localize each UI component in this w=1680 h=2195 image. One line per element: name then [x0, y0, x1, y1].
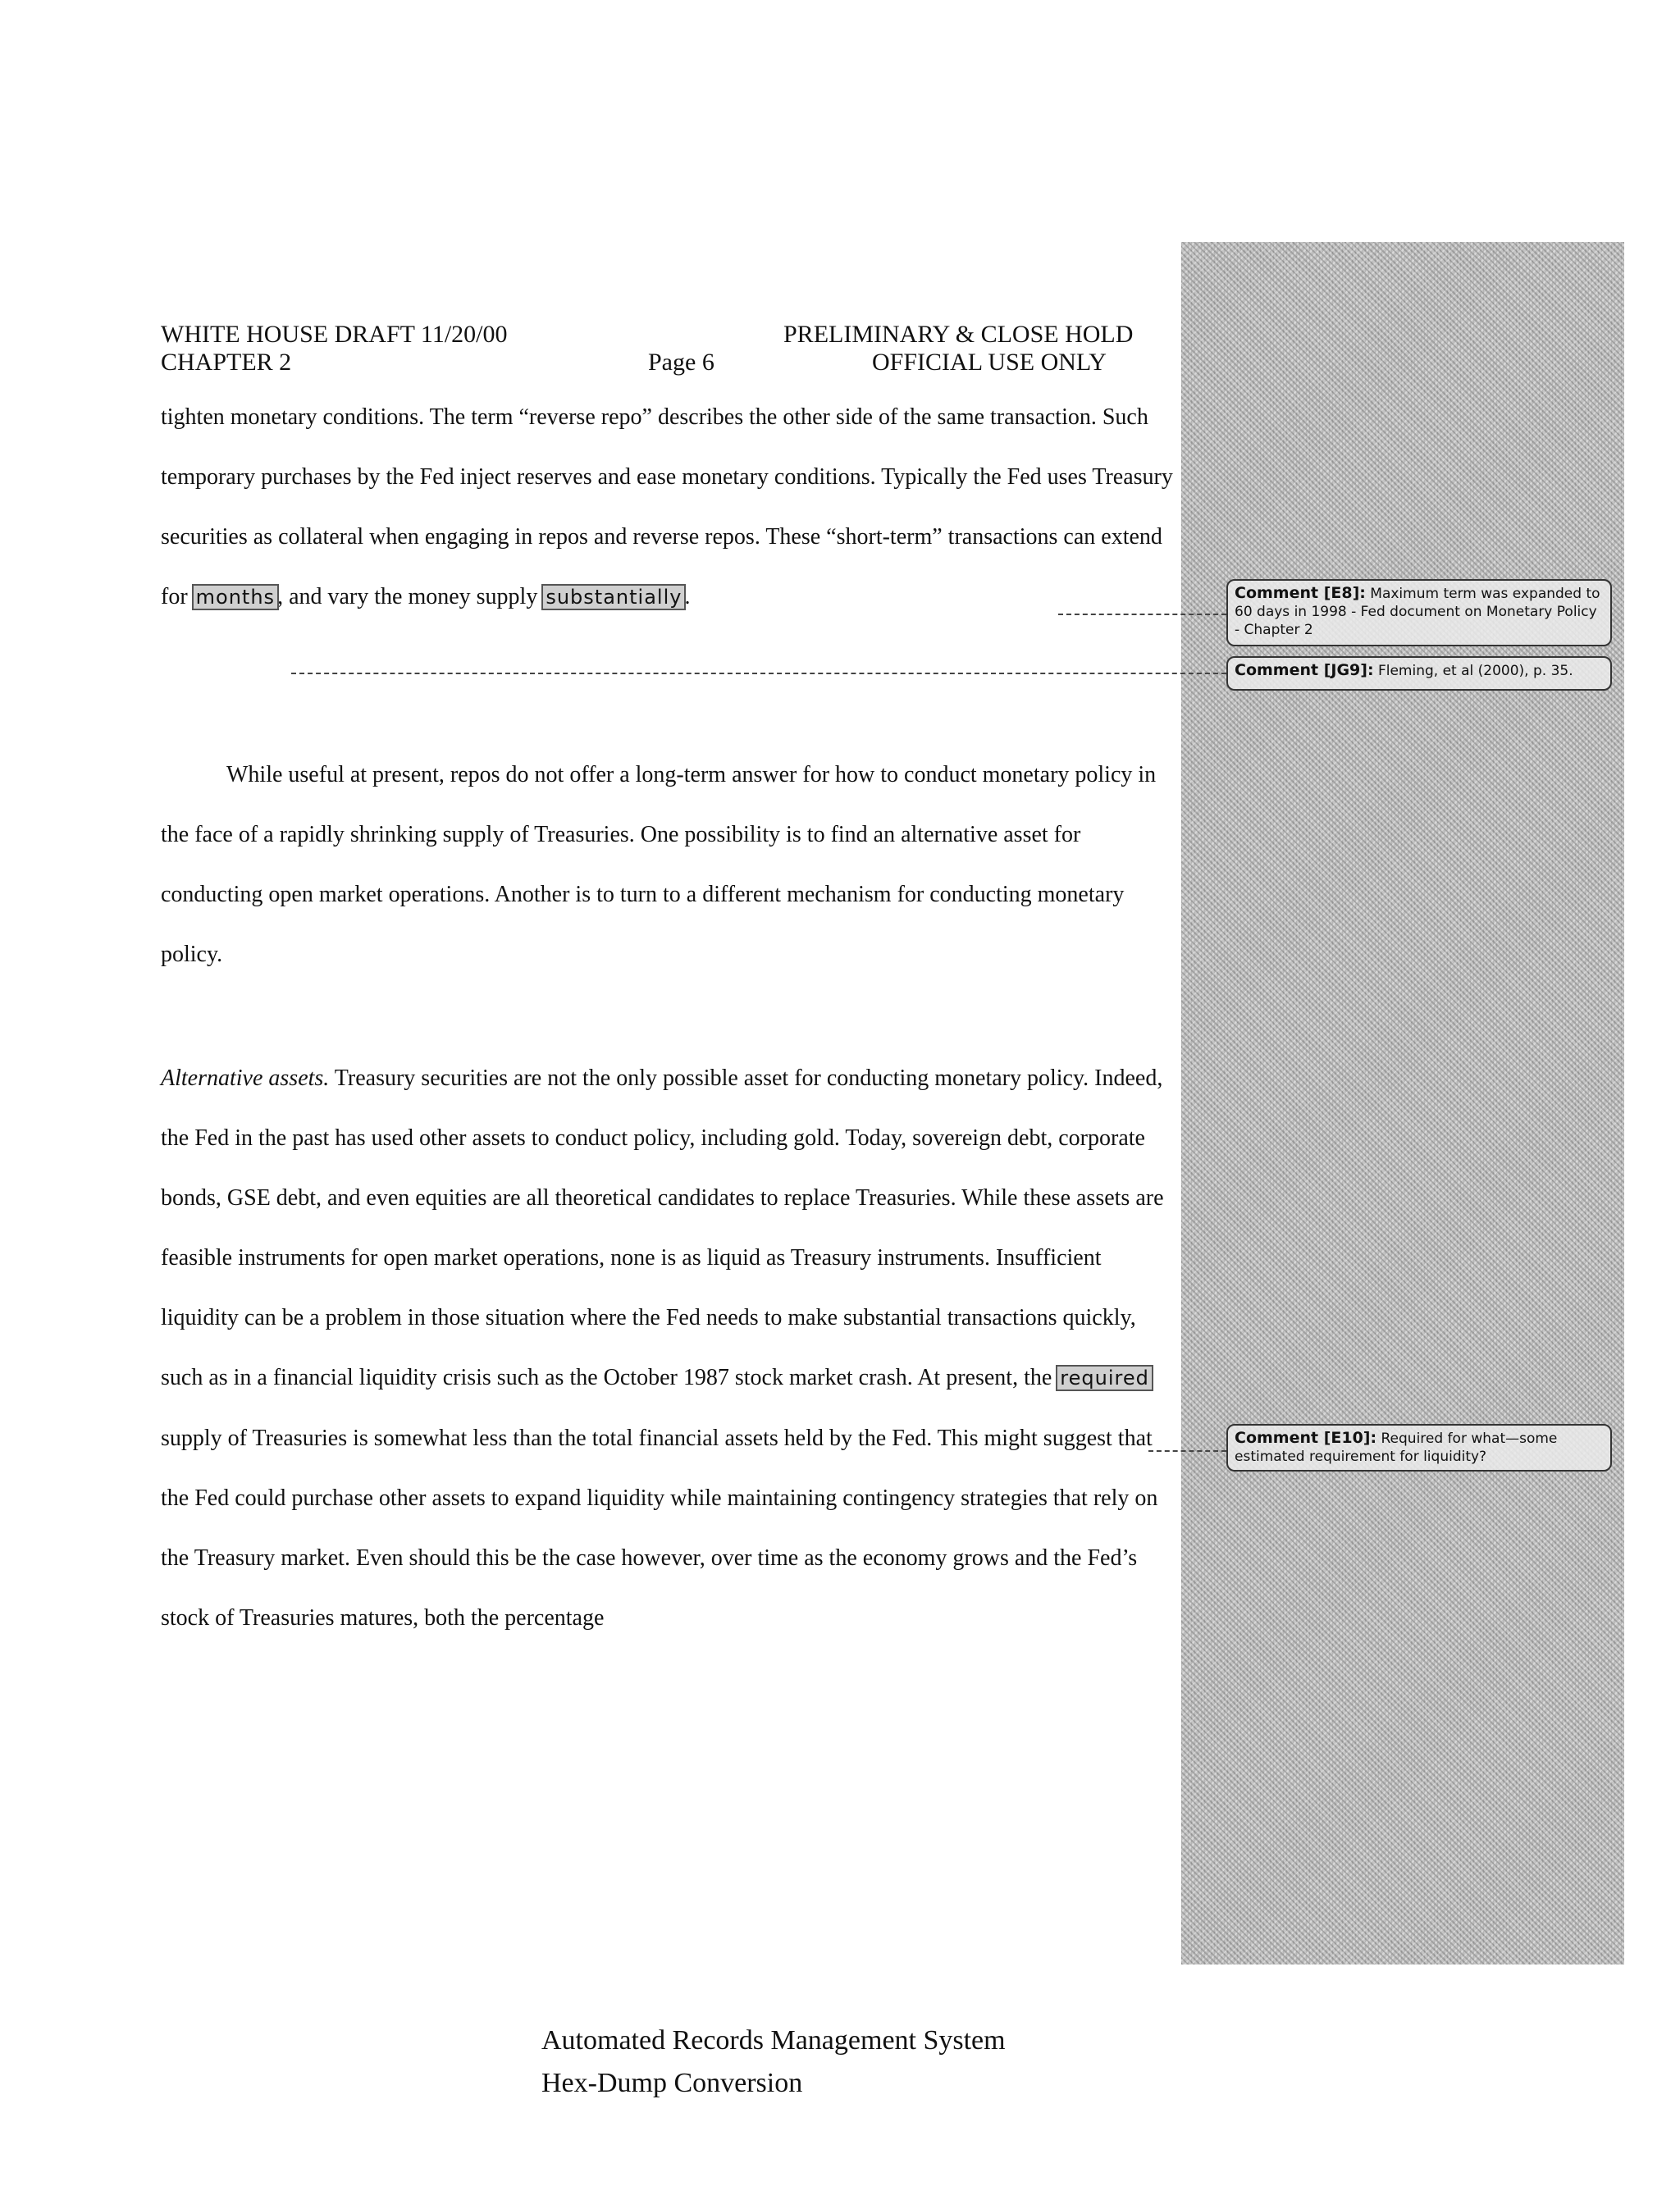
comment-tag: Comment [JG9]: [1235, 661, 1374, 679]
header-chapter: CHAPTER 2 [161, 349, 292, 376]
comment-text: Required for what—some estimated requirement for liquidity? [1235, 1431, 1558, 1465]
comment-tag: Comment [E8]: [1235, 584, 1366, 602]
comment-leader-jg9 [291, 673, 1226, 674]
header-page-number: Page 6 [648, 349, 714, 376]
paragraph-repo [161, 387, 1178, 627]
paragraph-text: , and vary the money supply [277, 584, 544, 609]
comment-margin-band [1181, 242, 1624, 1965]
header-official-use: OFFICIAL USE ONLY [872, 349, 1107, 376]
comment-e10[interactable] [1226, 1424, 1612, 1472]
header-draft-label: WHITE HOUSE DRAFT 11/20/00 [161, 321, 508, 348]
highlight-required[interactable]: required [1057, 1367, 1152, 1390]
comment-leader-e8 [1058, 614, 1226, 615]
paragraph-text: supply of Treasuries is somewhat less than the total financial assets held by the Fed. This might suggest that the Fed could purchase other assets to expand liquidity while maintaining contingency strategies that rely on the Treasury market. Even should this be the case however, over time as the economy grows and the Fed’s stock of Treasuries matures, both the percentage [161, 1426, 1158, 1631]
highlight-substantially[interactable]: substantially [543, 586, 684, 609]
paragraph-text: . [684, 584, 691, 609]
comment-e8[interactable] [1226, 579, 1612, 646]
paragraph-long-term [161, 745, 1178, 984]
paragraph-text: While useful at present, repos do not offer a long-term answer for how to conduct monetary policy in the face of a rapidly shrinking supply of Treasuries. One possibility is to find an alternative asset for conducting open market operations. Another is to turn to a different mechanism for conducting monetary policy. [161, 762, 1157, 967]
comment-leader-e10 [1148, 1450, 1226, 1452]
paragraph-text: tighten monetary conditions. The term “reverse repo” describes the other side of the same transaction. Such temporary purchases by the Fed inject reserves and ease monetary conditions. Typically the Fed uses Treasury securities as collateral when engaging in repos and reverse repos. These “short-term” transactions can extend for [161, 404, 1173, 609]
comment-text: Fleming, et al (2000), p. 35. [1373, 663, 1573, 679]
paragraph-alternative-assets [161, 1048, 1178, 1648]
comment-jg9[interactable] [1226, 656, 1612, 691]
comment-text: Maximum term was expanded to 60 days in 1998 - Fed document on Monetary Policy - Chapter 2 [1235, 586, 1600, 638]
comment-tag: Comment [E10]: [1235, 1429, 1377, 1447]
paragraph-text: Treasury securities are not the only possible asset for conducting monetary policy. Indeed, the Fed in the past has used other assets to conduct policy, including gold. Today, sovereign debt, corporate bonds, GSE debt, and even equities are all theoretical candidates to replace Treasuries. While these assets are feasible instruments for open market operations, none is as liquid as Treasury instruments. Insufficient liquidity can be a problem in those situation where the Fed needs to make substantial transactions quickly, such as in a financial liquidity crisis such as the October 1987 stock market crash. At present, the [161, 1066, 1164, 1390]
footer-system-name: Automated Records Management System [541, 2025, 1006, 2056]
footer-conversion: Hex-Dump Conversion [541, 2068, 803, 2098]
section-heading: Alternative assets. [161, 1066, 330, 1091]
header-classification: PRELIMINARY & CLOSE HOLD [783, 321, 1134, 348]
highlight-months[interactable]: months [194, 586, 277, 609]
